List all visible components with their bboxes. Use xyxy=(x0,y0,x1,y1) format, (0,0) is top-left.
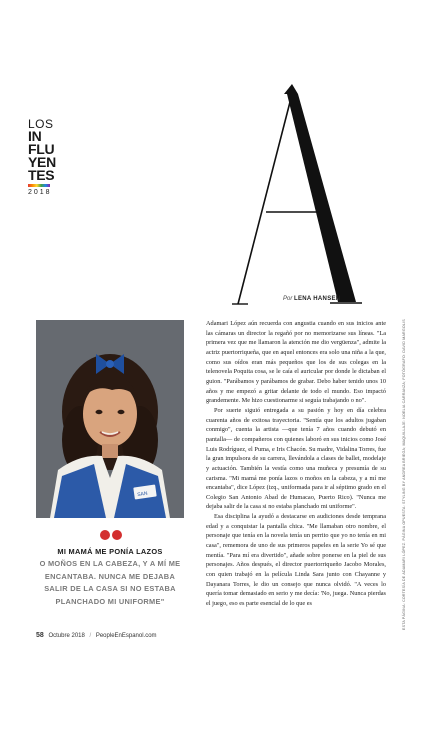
logo-line: YEN xyxy=(28,154,56,170)
series-logo xyxy=(28,117,56,196)
body-paragraph: Esa disciplina la ayudó a destacarse en audiciones desde temprana edad y a conquistar la pantalla chica. "Me llamaban otro nombre, el personaje que tenía en la novela tenía un perrito que yo no tenía en mi casa", rememora de uno de sus primeros papeles en la serie Yo sé que mentía. "Para mí era divertido", añade sobre ponerse en la piel de sus personajes. Años después, el director puertorriqueño Jacobo Morales, con quien trabajó en la película Linda Sara junto con Chayanne y Dayanara Torres, le dio un consejo que nunca olvidó. "A veces lo quería tomar demasiado en serio y me decía: 'No, juega. Nunca pierdas el juego, eso es parte esencial de lo que es xyxy=(206,513,386,608)
rainbow-stripe xyxy=(28,184,50,187)
page-footer xyxy=(36,632,157,639)
footer-separator: / xyxy=(89,633,92,639)
logo-line: TES xyxy=(28,167,55,183)
pull-quote-rest: O MOÑOS EN LA CABEZA, Y A MÍ ME ENCANTABA. NUNCA ME DEJABA SALIR DE LA CASA SI NO ESTABA PLANCHADO MI UNIFORME" xyxy=(39,559,181,606)
logo-year: 2018 xyxy=(28,189,52,196)
svg-text:SAN: SAN xyxy=(136,490,148,499)
website: PeopleEnEspanol.com xyxy=(95,633,157,639)
issue-month: Octubre 2018 xyxy=(48,633,85,639)
childhood-photo xyxy=(36,320,184,518)
quote-icon xyxy=(98,529,124,541)
photo-credit xyxy=(397,300,406,630)
logo-line: FLU xyxy=(28,141,55,157)
logo-line: IN xyxy=(28,128,42,144)
portrait-illustration xyxy=(36,320,184,518)
pull-quote xyxy=(36,546,184,608)
byline-author: LENA HANSEN xyxy=(294,296,341,302)
body-paragraph: Por suerte siguió entregada a su pasión y hoy en día celebra cuarenta años de exitosa trayectoria. "Sentía que los adultos jugaban conmigo", cuenta la artista —que tenía 7 años cuando debutó en pantalla— de compañeros con quienes laboró en sus inicios como José Luis Rodríguez, el Puma, e Iris Chacón. Su madre, Vidalina Torres, fue la gran impulsora de su carrera, llevándola a clases de ballet, modelaje y actuación. También la vestía como una muñeca y presumía de su carisma. "Mi mamá me ponía lazos o moños en la cabeza, y a mí me encantaba", dice López (izq., uniformada para ir al séptimo grado en el Colegio San Antonio Abad de Humacao, Puerto Rico). "Nunca me dejaba salir de la casa si no estaba planchado mi uniforme". xyxy=(206,406,386,511)
article-body xyxy=(206,319,386,609)
byline xyxy=(283,296,340,302)
drop-cap-letter xyxy=(232,80,362,310)
body-paragraph: Adamari López aún recuerda con angustia cuando en sus inicios ante las cámaras un director la regañó por no memorizarse sus líneas. "La primera vez que me llamaron la atención me dio vergüenza", admite la actriz puertorriqueña, que en aquel entonces era solo una niña a la que, como sus oídos eran más pequeños que los de sus colegas en la telenovela Poquita cosa, se le caía el auricular por donde le dictaban el guion. "Parábamos y parábamos de grabar. Debo haber tenido unos 10 años y me empezó a gritar delante de todo el mundo. Eso impactó grandemente. Me hizo cuestionarme si seguía trabajando o no". xyxy=(206,320,386,405)
logo-word xyxy=(28,128,56,183)
byline-prefix: Por xyxy=(283,296,293,302)
logo-los: LOS xyxy=(28,117,54,131)
pull-quote-lead: MI MAMÁ ME PONÍA LAZOS xyxy=(57,547,163,556)
page-number: 58 xyxy=(36,632,44,639)
photo-credit-text: ESTA PÁGINA: CORTESÍA DE ADAMARI LÓPEZ. PÁGINA OPUESTA: STYLING BY ANDREA BRIEGA; MAQUILLAJE: NOELIA CARRANZA; FOTÓGRAFO: DAVID MARGOLIS xyxy=(402,319,406,630)
